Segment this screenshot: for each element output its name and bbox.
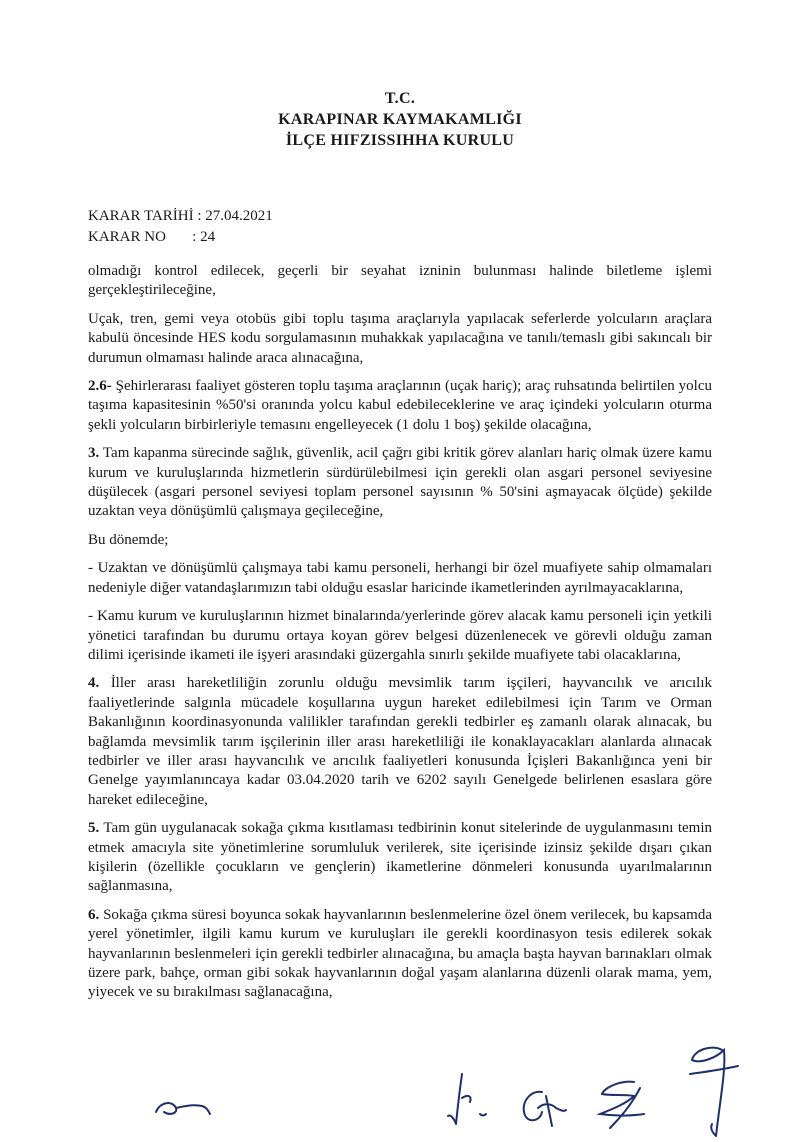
paragraph-text: Uçak, tren, gemi veya otobüs gibi toplu taşıma araçlarıyla yapılacak seferlerde yolcuların araçlara kabulü öncesinde HES kodu sorgulamasının muhakkak yapılacağına ve tanılı/temaslı gibi sakıncalı bir durumun olmaması halinde araca alınacağına, [88, 310, 712, 366]
signature-3 [512, 1082, 572, 1134]
paragraph-number: 6. [88, 906, 100, 923]
paragraph-text: Sokağa çıkma süresi boyunca sokak hayvanlarının beslenmelerine özel önem verilecek, bu kapsamda yerel yönetimler, ilgili kamu kurum ve kuruluşları ile gerekli koordinasyon tesis edilerek sokak hayvanlarının beslenmeleri için gerekli tedbirler alınacağına, bu amaçla başta hayvan barınakları olmak üzere park, bahçe, orman gibi sokak hayvanlarının doğal yaşam alanlarına düzenli olarak mama, yem, yiyecek ve su bırakılması sağlanacağına, [88, 906, 712, 1001]
paragraph-text: - Kamu kurum ve kuruluşlarının hizmet binalarında/yerlerinde görev alacak kamu personeli için yetkili yönetici tarafından bu durumu ortaya koyan görev belgesi düzenlenecek ve görevli olduğu zaman dilimi içerisinde ikameti ile işyeri arasındaki güzergahla sınırlı şekilde muafiyete tabi olacaklarına, [88, 608, 712, 663]
paragraph [88, 559, 712, 598]
paragraph-text: Tam gün uygulanacak sokağa çıkma kısıtlaması tedbirinin konut sitelerinde de uygulanmasını temin etmek amacıyla site yönetimlerine sorumluluk verilerek, site içerisinde izinsiz şekilde dışarı çıkan kişilerin (özellikle çocukların ve gençlerin) ikametlerine dönmeleri konusunda uyarılmalarının sağlanmasına, [88, 820, 712, 895]
paragraph [88, 262, 712, 301]
paragraph-text: olmadığı kontrol edilecek, geçerli bir seyahat izninin bulunması halinde biletleme işlemi gerçekleştirileceğine, [88, 263, 712, 299]
paragraph-text: İller arası hareketliliğin zorunlu olduğu mevsimlik tarım işçileri, hayvancılık ve arıcılık faaliyetlerinde salgınla mücadele koşullarına uygun hareket edilebilmesi için Tarım ve Orman Bakanlığının koordinasyonunda valilikler tarafından gerekli tedbirler eş zamanlı olarak alınacak, bu bağlamda mevsimlik tarım işçilerinin iller arası hareketliliği ile konaklayacakları alanlarda alınacak tedbirler ve iller arası hayvancılık ve arıcılık faaliyetleri konusunda İçişleri Bakanlığınca yeni bir Genelge yayımlanıncaya kadar 03.04.2020 tarih ve 6202 sayılı Genelgede belirlenen esaslara göre hareket edileceğine, [88, 675, 712, 808]
paragraph-number: 5. [88, 820, 100, 837]
signature-2 [440, 1068, 510, 1138]
header-line-kaymakamlik: KARAPINAR KAYMAKAMLIĞI [278, 111, 522, 128]
header-line-kurul: İLÇE HIFZISSIHHA KURULU [285, 132, 515, 149]
paragraph [88, 819, 712, 897]
paragraph-number: 4. [88, 675, 100, 692]
signature-4 [590, 1074, 660, 1136]
document-header [0, 88, 800, 151]
signature-5 [672, 1040, 752, 1142]
decision-number: KARAR NO : 24 [88, 229, 216, 245]
paragraph-number: 2.6- [88, 378, 112, 395]
paragraph-text: Bu dönemde; [88, 531, 169, 548]
header-line-tc: T.C. [384, 90, 416, 107]
decision-date: KARAR TARİHİ : 27.04.2021 [88, 208, 273, 224]
paragraph-text: - Uzaktan ve dönüşümlü çalışmaya tabi kamu personeli, herhangi bir özel muafiyete sahip olmamaları nedeniyle diğer vatandaşlarımızın tabi olduğu esaslar haricinde ikametlerinden ayrılmayacaklarına, [88, 560, 712, 596]
paragraph [88, 674, 712, 810]
decision-body [88, 262, 712, 1012]
paragraph [88, 310, 712, 368]
paragraph [88, 377, 712, 435]
paragraph [88, 531, 712, 550]
paragraph-number: 3. [88, 445, 100, 462]
paragraph-text: Şehirlerarası faaliyet gösteren toplu taşıma araçlarının (uçak hariç); araç ruhsatında belirtilen yolcu taşıma kapasitesinin %50'si oranında yolcu kabul edebileceklerine ve araç içindeki yolcuların oturma şekli yolcuların birbirleriyle temasını engelleyecek (1 dolu 1 boş) şekilde olacağına, [88, 378, 712, 433]
paragraph [88, 607, 712, 665]
paragraph [88, 444, 712, 522]
paragraph-text: Tam kapanma sürecinde sağlık, güvenlik, acil çağrı gibi kritik görev alanları hariç olmak üzere kamu kurum ve kuruluşlarında hizmetlerin sürdürülebilmesi için gerekli olan asgari personel seviyesine düşülecek (asgari personel seviyesi toplam personel sayısının % 50'sini aşmayacak ölçüde) şekilde uzaktan veya dönüşümlü çalışmaya geçileceğine, [88, 445, 712, 520]
paragraph [88, 906, 712, 1003]
decision-meta [88, 206, 273, 248]
signature-1 [150, 1088, 220, 1124]
